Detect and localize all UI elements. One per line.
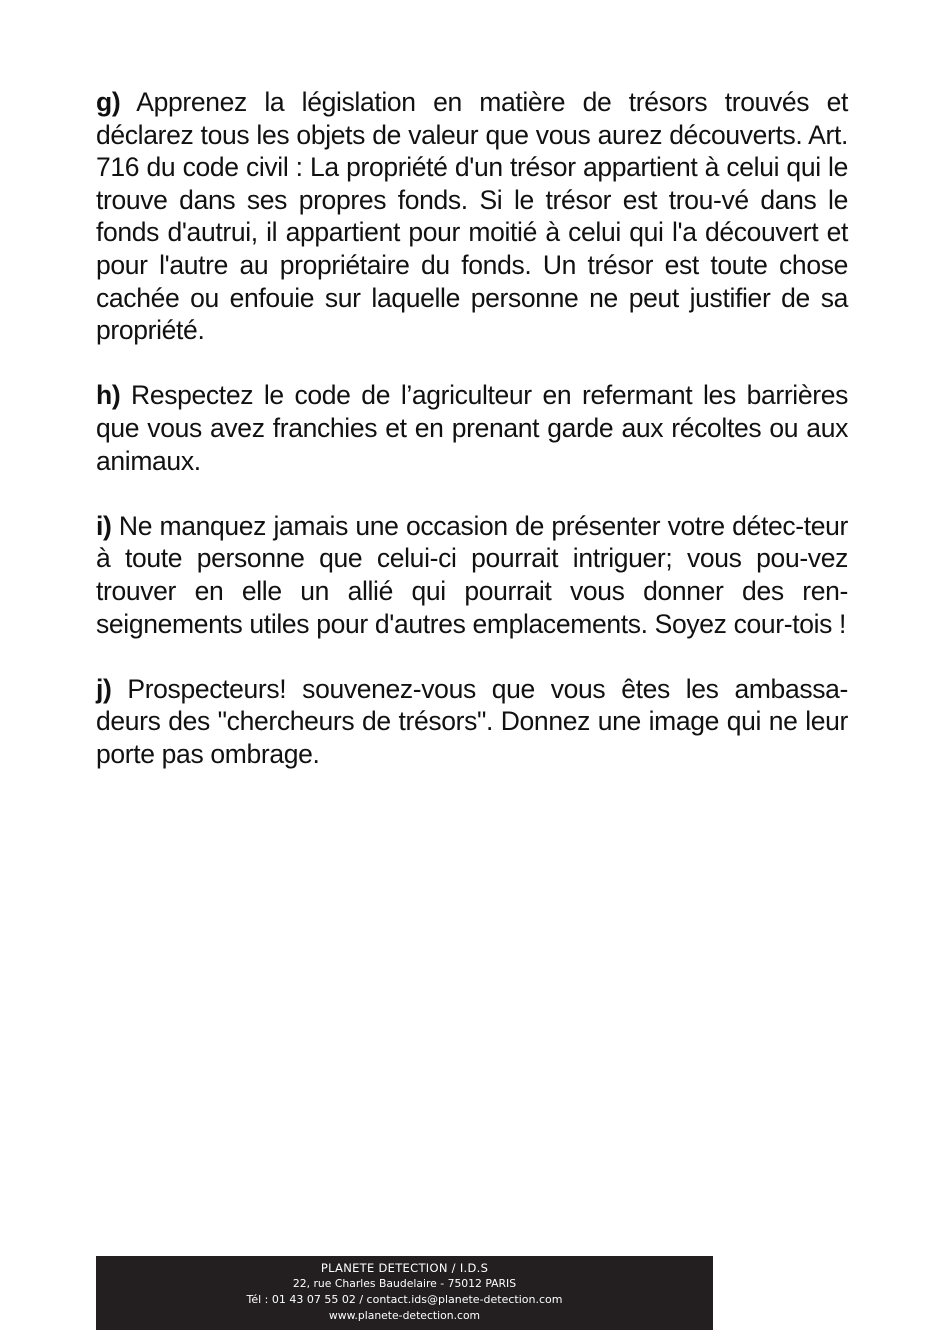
paragraph-text: Prospecteurs! souvenez-vous que vous êtes les ambassa-deurs des "chercheurs de trésors". Donnez une image qui ne leur porte pas ombrage. (96, 673, 848, 769)
paragraph-text: Apprenez la législation en matière de trésors trouvés et déclarez tous les objets de valeur que vous aurez découverts. Art. 716 du code civil : La propriété d'un trésor appartient à celui qui le trouve dans ses propres fonds. Si le trésor est trou-vé dans le fonds d'autrui, il appartient pour moitié à celui qui l'a découvert et pour l'autre au propriétaire du fonds. Un trésor est toute chose cachée ou enfouie sur laquelle personne ne peut justifier de sa propriété. (96, 87, 848, 346)
footer-address: 22, rue Charles Baudelaire - 75012 PARIS (292, 1277, 517, 1290)
paragraph-marker: j) (96, 673, 112, 704)
footer-contact: Tél : 01 43 07 55 02 / contact.ids@planete-detection.com (246, 1293, 563, 1306)
paragraph-g (96, 86, 848, 347)
footer-banner (96, 1256, 713, 1330)
paragraph-marker: h) (96, 380, 121, 411)
footer-company: PLANETE DETECTION / I.D.S (320, 1261, 489, 1275)
paragraph-text: Respectez le code de l’agriculteur en refermant les barrières que vous avez franchies et en prenant garde aux récoltes ou aux animaux. (96, 380, 848, 476)
footer-website: www.planete-detection.com (328, 1309, 481, 1322)
body-text (96, 86, 848, 803)
paragraph-marker: g) (96, 87, 121, 117)
paragraph-h (96, 379, 848, 477)
paragraph-i (96, 510, 848, 640)
paragraph-marker: i) (96, 510, 112, 541)
paragraph-j (96, 673, 848, 771)
paragraph-text: Ne manquez jamais une occasion de présenter votre détec-teur à toute personne que celui-ci pourrait intriguer; vous pou-vez trouver en elle un allié qui pourrait vous donner des ren-seignements utiles pour d'autres emplacements. Soyez cour-tois ! (96, 510, 848, 639)
